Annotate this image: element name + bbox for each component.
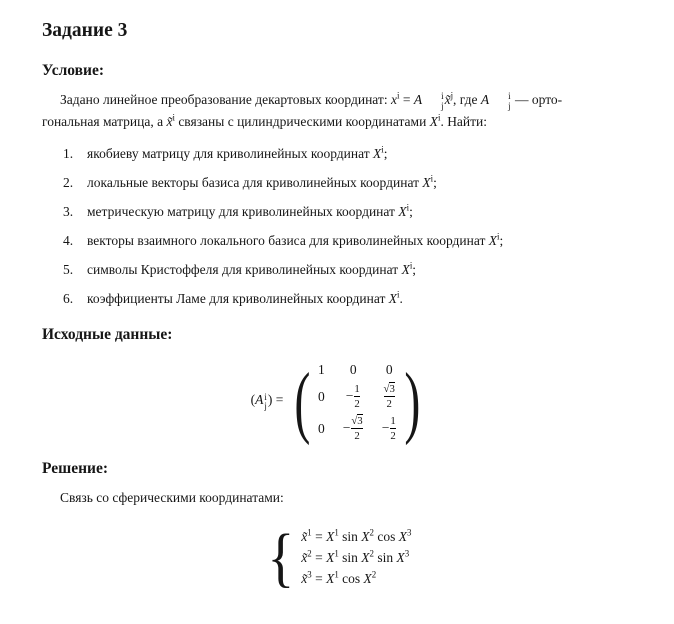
task-number: 5. — [63, 262, 74, 277]
solution-heading: Решение: — [42, 460, 109, 478]
task-text: метрическую матрицу для криволинейных координат $X^i$; — [87, 202, 413, 219]
matrix-grid — [318, 362, 397, 442]
matrix-cell: 0 — [385, 362, 393, 377]
equation-line: x̃$^3$ = $X^1$ $\cos X^2$ — [301, 569, 377, 586]
matrix-cell: 1 — [317, 362, 325, 377]
matrix-cell: 0 — [317, 420, 325, 436]
matrix-cell: − $\frac{√3}{2}$ — [342, 415, 363, 443]
matrix-cell: − $\frac{1}{2}$ — [381, 415, 396, 443]
left-paren: ( — [294, 358, 311, 447]
equation-line: x̃$^2$ = $X^1$ $\sin X^2$ $\sin X^3$ — [301, 548, 410, 565]
task-item — [63, 289, 634, 308]
matrix-cell: $\frac{√3}{2}$ — [383, 383, 395, 411]
task-item — [63, 260, 634, 279]
equations-column — [301, 527, 411, 588]
matrix-display — [42, 358, 634, 447]
task-number: 3. — [63, 204, 74, 219]
task-text: якобиеву матрицу для криволинейных координат $X^i$; — [87, 144, 388, 161]
matrix-cell: 0 — [317, 388, 325, 404]
task-text: коэффициенты Ламе для криволинейных координат $X^i$. — [87, 289, 403, 306]
task-number: 2. — [63, 175, 74, 190]
task-item — [63, 231, 634, 250]
solution-intro: Связь со сферическими координатами: — [60, 490, 284, 506]
task-item — [63, 202, 634, 221]
task-number: 4. — [63, 233, 74, 248]
task-item — [63, 144, 634, 163]
task-title: Задание 3 — [42, 20, 128, 41]
system-display — [42, 520, 634, 594]
task-number: 6. — [63, 291, 74, 306]
equation-line: x̃$^1$ = $X^1$ $\sin X^2$ $\cos X^3$ — [301, 527, 412, 544]
condition-heading: Условие: — [42, 62, 104, 79]
system-brace: { — [266, 520, 294, 594]
condition-paragraph: Задано линейное преобразование декартовых координат: $x^i = A$ i j x̃$^j$, где A i j — орто- гональная матрица, а x̃$^i$ связаны с цилиндрическими координатами $X^i$. Найти: — [42, 90, 563, 129]
task-item — [63, 173, 634, 192]
matrix-cell: − $\frac{1}{2}$ — [345, 383, 360, 411]
initial-data-heading: Исходные данные: — [42, 326, 173, 343]
matrix-lhs: (A i j ) = — [250, 391, 284, 412]
task-text: символы Кристоффеля для криволинейных координат $X^i$; — [87, 260, 417, 277]
matrix-cell: 0 — [349, 362, 357, 377]
task-text: векторы взаимного локального базиса для криволинейных координат $X^i$; — [87, 231, 504, 248]
tasks-list — [42, 144, 634, 308]
task-text: локальные векторы базиса для криволинейных координат $X^i$; — [87, 173, 437, 190]
task-number: 1. — [63, 146, 74, 161]
right-paren: ) — [404, 358, 421, 447]
